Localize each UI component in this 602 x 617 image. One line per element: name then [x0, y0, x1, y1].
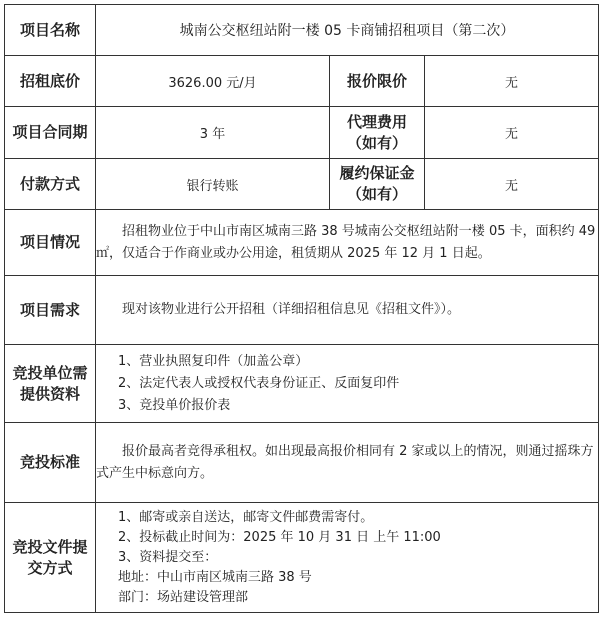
- performance-bond-value: 无: [425, 159, 599, 210]
- contract-term-label: 项目合同期: [5, 107, 96, 159]
- payment-label: 付款方式: [5, 159, 96, 210]
- price-limit-label: 报价限价: [330, 56, 425, 107]
- list-item: 3、资料提交至：: [118, 549, 218, 565]
- list-item: 2、法定代表人或授权代表身份证正、反面复印件: [118, 375, 400, 391]
- address-line: 地址：中山市南区城南三路 38 号: [118, 569, 312, 585]
- project-info-text: 招租物业位于中山市南区城南三路 38 号城南公交枢纽站附一楼 05 卡，面积约 49㎡，仅适合于作商业或办公用途，租赁期从 2025 年 12 月 1 日起。: [96, 210, 599, 276]
- list-item: 2、投标截止时间为：2025 年 10 月 31 日 上午 11:00: [118, 529, 441, 545]
- bid-standard-text: 报价最高者竞得承租权。如出现最高报价相同有 2 家或以上的情况，则通过摇珠方式产生中标意向方。: [96, 423, 599, 503]
- list-item: 1、邮寄或亲自送达，邮寄文件邮费需寄付。: [118, 509, 374, 525]
- base-price-label: 招租底价: [5, 56, 96, 107]
- project-info-label: 项目情况: [5, 210, 96, 276]
- project-name-value: 城南公交枢纽站附一楼 05 卡商铺招租项目（第二次）: [96, 5, 599, 56]
- row-submission: [5, 503, 599, 613]
- bidder-docs-label: 竞投单位需提供资料: [5, 345, 96, 423]
- row-bidder-docs: [5, 345, 599, 423]
- contract-term-value: 3 年: [96, 107, 330, 159]
- base-price-value: 3626.00 元/月: [96, 56, 330, 107]
- list-item: 3、竞投单价报价表: [118, 397, 231, 413]
- price-limit-value: 无: [425, 56, 599, 107]
- bid-standard-label: 竞投标准: [5, 423, 96, 503]
- row-project-info: [5, 210, 599, 276]
- project-req-label: 项目需求: [5, 276, 96, 345]
- payment-value: 银行转账: [96, 159, 330, 210]
- department-line: 部门：场站建设管理部: [118, 589, 249, 605]
- submission-label: 竞投文件提交方式: [5, 503, 96, 613]
- list-item: 1、营业执照复印件（加盖公章）: [118, 353, 309, 369]
- project-req-text: 现对该物业进行公开招租（详细招租信息见《招租文件》）。: [96, 276, 599, 345]
- row-bid-standard: [5, 423, 599, 503]
- bidder-docs-list: [96, 345, 599, 423]
- row-project-name: [5, 5, 599, 56]
- row-base-price: [5, 56, 599, 107]
- tender-info-table: [4, 4, 599, 613]
- performance-bond-label: 履约保证金（如有）: [330, 159, 425, 210]
- agency-fee-value: 无: [425, 107, 599, 159]
- submission-list: [96, 503, 599, 613]
- row-project-req: [5, 276, 599, 345]
- row-contract-term: [5, 107, 599, 159]
- project-name-label: 项目名称: [5, 5, 96, 56]
- row-payment: [5, 159, 599, 210]
- agency-fee-label: 代理费用（如有）: [330, 107, 425, 159]
